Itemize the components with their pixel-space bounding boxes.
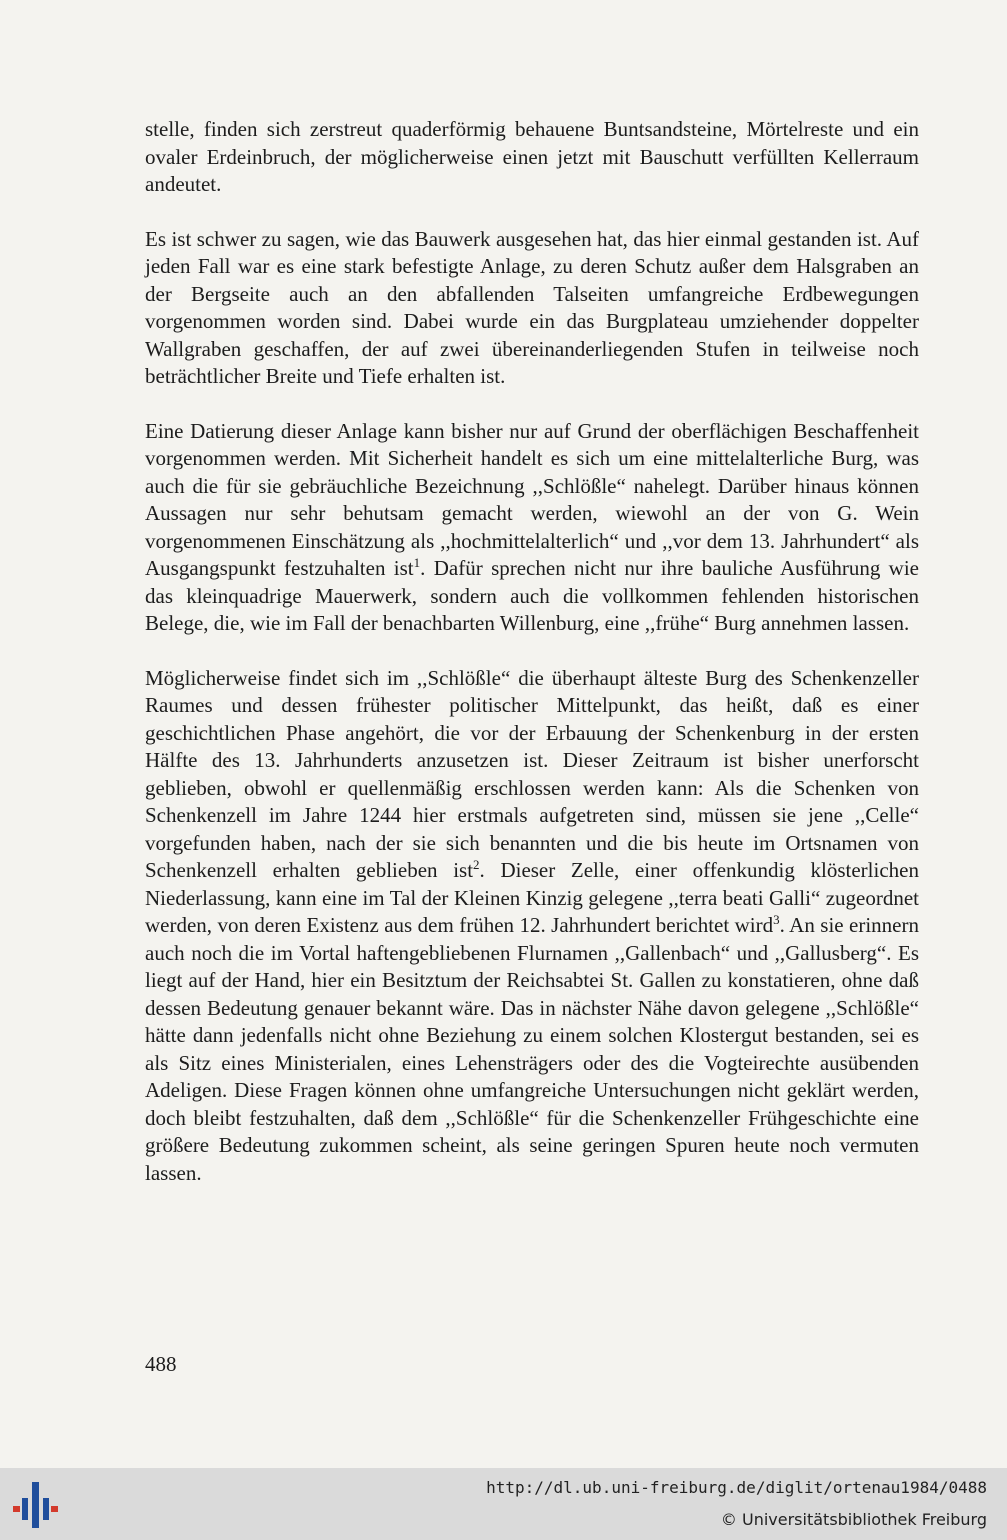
page-body [145,116,919,1214]
paragraph-4-text-c: . An sie erinnern auch noch die im Vortal haftengebliebenen Flurnamen ,,Gallenbach“ und ,,Gallusberg“. Es liegt auf der Hand, hier ein Besitztum der Reichsabtei St. Gallen zu konstatieren, ohne daß dessen Bedeutung genauer bekannt wäre. Das in nächster Nähe davon gelegene ,,Schlößle“ hätte dann jedenfalls nicht ohne Beziehung zu einem solchen Klostergut bestanden, sei es als Sitz eines Ministerialen, eines Lehensträgers oder des die Vogteirechte ausübenden Adeligen. Diese Fragen können ohne umfangreiche Untersuchungen nicht geklärt werden, doch bleibt festzuhalten, daß dem ,,Schlößle“ für die Schenkenzeller Frühgeschichte eine größere Bedeutung zukommen scheint, als seine geringen Spuren heute noch vermuten lassen. [145,913,919,1185]
page-number: 488 [145,1352,177,1376]
footnote-ref-3: 3 [773,912,780,927]
source-url-link[interactable]: http://dl.ub.uni-freiburg.de/diglit/ortenau1984/0488 [486,1478,987,1497]
footnote-ref-1: 1 [413,555,421,570]
paragraph-1: stelle, finden sich zerstreut quaderförmig behauene Buntsandsteine, Mörtelreste und ein ovaler Erdeinbruch, der möglicherweise einen jetzt mit Bauschutt verfüllten Kellerraum andeutet. [145,117,919,196]
paragraph-4-text-b: . Dieser Zelle, einer offenkundig klösterlichen Niederlassung, kann eine im Tal der Kleinen Kinzig gelegene ,,terra beati Galli“ zugeordnet werden, von deren Existenz aus dem frühen 12. Jahrhundert berichtet wird [145,858,919,937]
paragraph-2: Es ist schwer zu sagen, wie das Bauwerk ausgesehen hat, das hier einmal gestanden ist. Auf jeden Fall war es eine stark befestigte Anlage, zu deren Schutz außer dem Halsgraben an der Bergseite auch an den abfallenden Talseiten umfangreiche Erdbewegungen vorgenommen worden sind. Dabei wurde ein das Burgplateau umziehender doppelter Wallgraben geschaffen, der auf zwei übereinanderliegenden Stufen in teilweise noch beträchtlicher Breite und Tiefe erhalten ist. [145,226,919,388]
paragraph-3-text-a: Eine Datierung dieser Anlage kann bisher nur auf Grund der oberflächigen Beschaffenheit vorgenommen werden. Mit Sicherheit handelt es sich um eine mittelalterliche Burg, was auch die für sie gebräuchliche Bezeichnung ,,Schlößle“ nahelegt. Darüber hinaus können Aussagen nur sehr behutsam gemacht werden, wiewohl an der von G. Wein vorgenommenen Einschätzung als ,,hochmittelalterlich“ und ,,vor dem 13. Jahrhundert“ als Ausgangspunkt festzuhalten ist [145,418,919,580]
paragraph-4 [145,665,919,1188]
paragraph-3 [145,418,919,638]
copyright-notice: © Universitätsbibliothek Freiburg [720,1510,987,1529]
footnote-ref-2: 2 [473,857,480,872]
paragraph-4-text-a: Möglicherweise findet sich im ,,Schlößle“ die überhaupt älteste Burg des Schenkenzeller Raumes und dessen frühester politischer Mittelpunkt, das heißt, daß es einer geschichtlichen Phase angehört, die vor der Erbauung der Schenkenburg in der ersten Hälfte des 13. Jahrhunderts anzusetzen ist. Dieser Zeitraum ist bisher unerforscht geblieben, obwohl er quellenmäßig erschlossen werden kann: Als die Schenken von Schenkenzell im Jahre 1244 hier erstmals aufgetreten sind, müssen sie jene ,,Celle“ vorgefunden haben, nach der sie sich benannten und die bis heute im Ortsnamen von Schenkenzell erhalten geblieben ist [145,665,919,882]
ub-freiburg-logo-icon[interactable] [12,1480,62,1530]
footer-bar [0,1468,1007,1540]
paragraph-3-text-b: . Dafür sprechen nicht nur ihre bauliche Ausführung wie das kleinquadrige Mauerwerk, sondern auch die vollkommen fehlenden historischen Belege, die, wie im Fall der benachbarten Willenburg, eine ,,frühe“ Burg annehmen lassen. [145,556,919,635]
